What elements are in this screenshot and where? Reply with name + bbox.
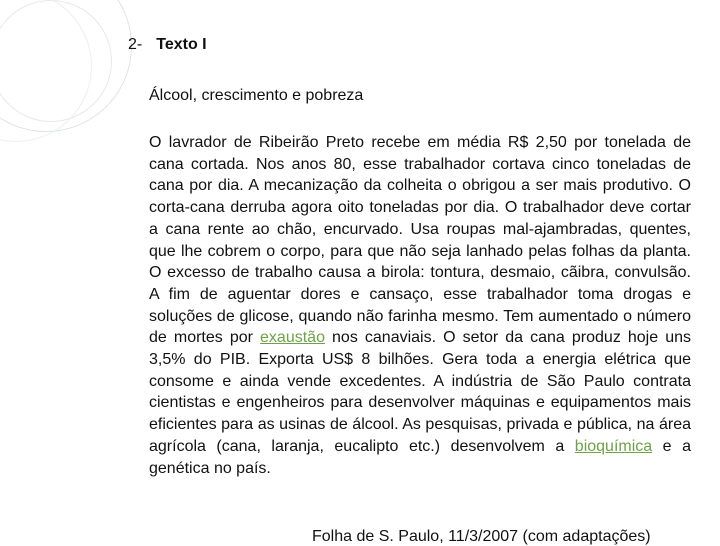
- section-heading: [128, 36, 207, 54]
- paragraph-text-2: nos canaviais. O setor da cana produz hoje uns 3,5% do PIB. Exporta US$ 8 bilhões. Gera toda a energia elétrica que consome e ainda vende excedentes. A indústria de São Paulo contrata cientistas e engenheiros para desenvolver máquinas e equipamentos mais eficientes para as usinas de álcool. As pesquisas, privada e pública, na área agrícola (cana, laranja, eucalipto etc.) desenvolvem a: [149, 329, 691, 455]
- paragraph-text-3: e a genética no país.: [149, 437, 691, 477]
- source-citation: Folha de S. Paulo, 11/3/2007 (com adaptações): [312, 528, 651, 545]
- section-title: Texto I: [156, 36, 207, 53]
- decorative-circle: [0, 0, 112, 122]
- body-paragraph: [149, 132, 691, 479]
- decorative-circle: [0, 0, 132, 132]
- link-exaustao[interactable]: exaustão: [260, 329, 325, 347]
- paragraph-text-1: O lavrador de Ribeirão Preto recebe em média R$ 2,50 por tonelada de cana cortada. Nos anos 80, esse trabalhador cortava cinco toneladas de cana por dia. A mecanização da colheita o obrigou a ser mais produtivo. O corta-cana derruba agora oito toneladas por dia. O trabalhador deve cortar a cana rente ao chão, encurvado. Usa roupas mal-ajambradas, quentes, que lhe cobrem o corpo, para que não seja lanhado pelas folhas da planta. O excesso de trabalho causa a birola: tontura, desmaio, cãibra, convulsão. A fim de aguentar dores e cansaço, esse trabalhador toma drogas e soluções de glicose, quando não farinha mesmo. Tem aumentado o número de mortes por: [149, 134, 691, 347]
- text-title: Álcool, crescimento e pobreza: [149, 87, 364, 104]
- decorative-circle: [0, 0, 92, 142]
- section-number: 2-: [128, 36, 143, 53]
- link-bioquimica[interactable]: bioquímica: [574, 437, 653, 455]
